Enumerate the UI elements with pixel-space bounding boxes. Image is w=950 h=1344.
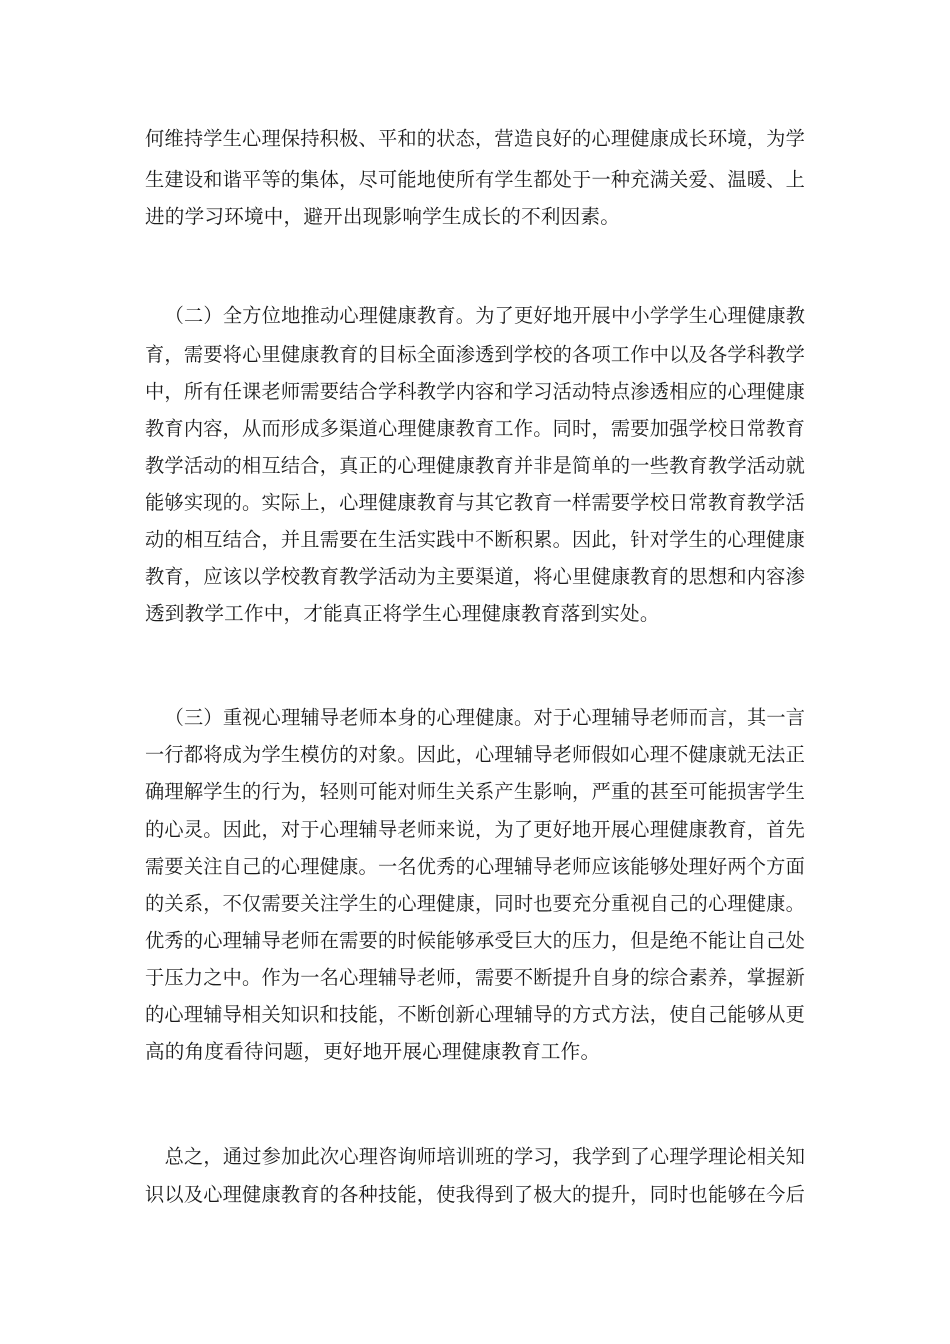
paragraph-2-line-4: 教育内容，从而形成多渠道心理健康教育工作。同时，需要加强学校日常教育 xyxy=(145,417,806,440)
paragraph-4-line-1: 总之，通过参加此次心理咨询师培训班的学习，我学到了心理学理论相关知 xyxy=(164,1145,806,1168)
paragraph-1-line-3: 进的学习环境中，避开出现影响学生成长的不利因素。 xyxy=(145,205,621,228)
paragraph-3-line-10: 高的角度看待问题，更好地开展心理健康教育工作。 xyxy=(145,1040,601,1063)
paragraph-3-line-1: （三）重视心理辅导老师本身的心理健康。对于心理辅导老师而言，其一言 xyxy=(164,706,806,729)
paragraph-2-line-5: 教学活动的相互结合，真正的心理健康教育并非是简单的一些教育教学活动就 xyxy=(145,454,806,477)
paragraph-3-line-4: 的心灵。因此，对于心理辅导老师来说，为了更好地开展心理健康教育，首先 xyxy=(145,818,806,841)
paragraph-3-line-2: 一行都将成为学生模仿的对象。因此，心理辅导老师假如心理不健康就无法正 xyxy=(145,743,806,766)
paragraph-3-line-9: 的心理辅导相关知识和技能，不断创新心理辅导的方式方法，使自己能够从更 xyxy=(145,1003,806,1026)
paragraph-3-line-7: 优秀的心理辅导老师在需要的时候能够承受巨大的压力，但是绝不能让自己处 xyxy=(145,929,806,952)
paragraph-3-line-6: 的关系，不仅需要关注学生的心理健康，同时也要充分重视自己的心理健康。 xyxy=(145,892,806,915)
paragraph-3-line-3: 确理解学生的行为，轻则可能对师生关系产生影响，严重的甚至可能损害学生 xyxy=(145,780,806,803)
paragraph-2-line-8: 教育，应该以学校教育教学活动为主要渠道，将心里健康教育的思想和内容渗 xyxy=(145,565,806,588)
paragraph-2-line-2: 育，需要将心里健康教育的目标全面渗透到学校的各项工作中以及各学科教学 xyxy=(145,343,806,366)
paragraph-1-line-2: 生建设和谐平等的集体，尽可能地使所有学生都处于一种充满关爱、温暖、上 xyxy=(145,168,806,191)
paragraph-2-line-3: 中，所有任课老师需要结合学科教学内容和学习活动特点渗透相应的心理健康 xyxy=(145,380,806,403)
paragraph-2-line-7: 动的相互结合，并且需要在生活实践中不断积累。因此，针对学生的心理健康 xyxy=(145,528,806,551)
paragraph-3-line-5: 需要关注自己的心理健康。一名优秀的心理辅导老师应该能够处理好两个方面 xyxy=(145,855,806,878)
paragraph-2-line-9: 透到教学工作中，才能真正将学生心理健康教育落到实处。 xyxy=(145,602,660,625)
paragraph-2-line-1: （二）全方位地推动心理健康教育。为了更好地开展中小学学生心理健康教 xyxy=(164,304,806,327)
paragraph-1-line-1: 何维持学生心理保持积极、平和的状态，营造良好的心理健康成长环境，为学 xyxy=(145,127,806,150)
paragraph-2-line-6: 能够实现的。实际上，心理健康教育与其它教育一样需要学校日常教育教学活 xyxy=(145,491,806,514)
paragraph-4-line-2: 识以及心理健康教育的各种技能，使我得到了极大的提升，同时也能够在今后 xyxy=(145,1183,806,1206)
paragraph-3-line-8: 于压力之中。作为一名心理辅导老师，需要不断提升自身的综合素养，掌握新 xyxy=(145,966,806,989)
